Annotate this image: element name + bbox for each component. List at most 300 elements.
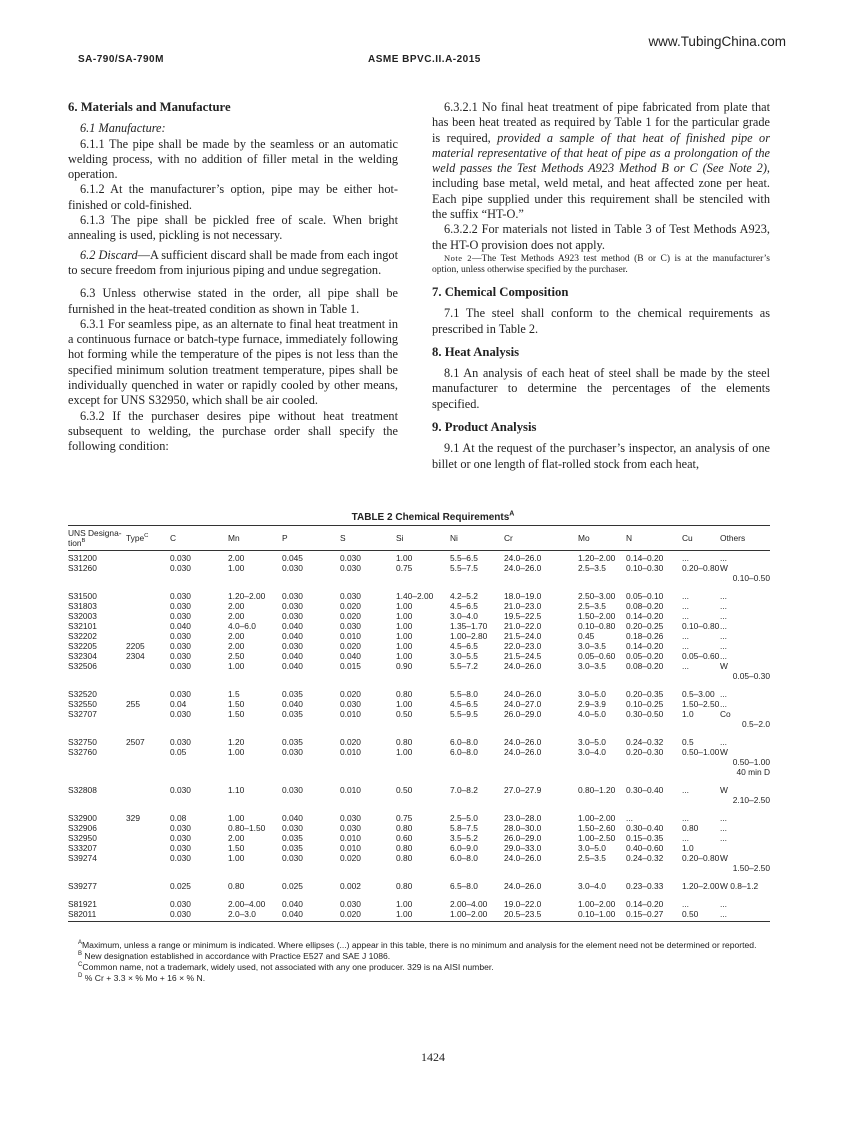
table-cell: 0.05 [170,747,187,757]
table-cell [504,757,578,767]
table-cell: S32900 [68,813,97,823]
table-cell [228,573,282,583]
table-cell: 23.0–28.0 [504,813,542,823]
table-cell: 1.00–2.80 [450,631,488,641]
table-cell: 5.5–7.5 [450,563,478,573]
table-cell: 4.2–5.2 [450,591,478,601]
table-row [68,909,770,922]
table-cell: 0.24–0.32 [626,853,664,863]
table-cell: 2.00–4.00 [228,899,266,909]
table-cell: 1.00 [396,631,413,641]
table-cell: 0.030 [282,563,303,573]
table-cell: ... [682,899,689,909]
table-cell [126,719,170,729]
table-cell: ... [682,785,689,795]
table-cell: 0.030 [170,661,191,671]
table-row [68,573,770,583]
table-cell: 0.020 [340,853,361,863]
table-cell [626,795,682,805]
table-cell: 1.40–2.00 [396,591,434,601]
table-cell: 20.5–23.5 [504,909,542,919]
table-row [68,651,770,661]
table-cell: 0.10–0.30 [626,563,664,573]
table-cell: 0.010 [340,631,361,641]
col-header-uns: UNS Designa-tion$^B$ [68,528,122,548]
col-header-type: Type$^C$ [126,533,149,543]
table-cell: 1.10 [228,785,245,795]
table-cell [396,719,450,729]
table-cell: 0.030 [170,611,191,621]
table-cell [228,719,282,729]
table-cell [170,671,228,681]
table-cell: 0.035 [282,709,303,719]
table-cell: 0.040 [170,621,191,631]
para-6-3-2-2: 6.3.2.2 For materials not listed in Table 3 of Test Methods A923, the HT-O provision does not apply. [432,222,770,252]
table-cell: 0.5–2.0 [742,719,770,729]
para-6-1-3: 6.1.3 The pipe shall be pickled free of scale. When bright annealing is used, pickling is not necessary. [68,213,398,243]
table-cell: 0.50–1.00 [682,747,720,757]
col-header-cr: Cr [504,533,513,543]
table-cell: 0.030 [170,631,191,641]
table-cell: 3.0–4.0 [578,881,606,891]
table-cell: 0.030 [170,785,191,795]
table-cell: 0.14–0.20 [626,641,664,651]
table-cell: ... [682,601,689,611]
table-cell: 0.10–1.00 [578,909,616,919]
table-cell: 3.0–3.5 [578,661,606,671]
table-cell: 0.030 [340,591,361,601]
col-header-c: C [170,533,177,543]
table-cell: 1.50 [228,843,245,853]
table-cell [340,671,396,681]
table-cell: 24.0–26.0 [504,563,542,573]
table-cell [126,621,170,631]
table-cell: 0.030 [340,899,361,909]
table-cell [682,719,720,729]
group-spacer [68,729,770,737]
table-cell: 0.80 [396,689,413,699]
table-cell: 0.10–0.80 [578,621,616,631]
table-cell: 2.5–3.5 [578,853,606,863]
table-cell: 2.00 [228,833,245,843]
table-cell: 0.030 [282,591,303,601]
table-cell: W 0.8–1.2 [720,881,759,891]
table-row [68,795,770,805]
table-cell: 24.0–26.0 [504,689,542,699]
table-cell [340,719,396,729]
table-cell: 1.00–2.00 [578,899,616,909]
table-cell: 0.020 [340,689,361,699]
table-cell: 6.0–8.0 [450,747,478,757]
table-row [68,709,770,719]
table-cell [578,795,626,805]
group-spacer [68,805,770,813]
table-cell: 40 min D [736,767,770,777]
table-cell [228,863,282,873]
table-cell: 0.75 [396,813,413,823]
table-cell [126,823,170,833]
table-cell [282,863,340,873]
table-cell: S32760 [68,747,97,757]
table-cell: S32750 [68,737,97,747]
table-cell: 6.0–9.0 [450,843,478,853]
table-cell: 0.20–0.30 [626,747,664,757]
table-cell: 0.030 [170,833,191,843]
table-cell: 24.0–26.0 [504,553,542,563]
table-cell: 7.0–8.2 [450,785,478,795]
table-cell: 2.10–2.50 [732,795,770,805]
table-cell: 0.23–0.33 [626,881,664,891]
table-cell: W [720,785,728,795]
table-cell: S81921 [68,899,97,909]
table-cell: 5.5–6.5 [450,553,478,563]
table-cell [126,757,170,767]
table-cell: 0.030 [282,641,303,651]
table-cell: 1.00 [228,563,245,573]
table-cell: 0.040 [282,631,303,641]
table-title: TABLE 2 Chemical Requirements$^A$ [351,510,515,523]
table-cell: 0.30–0.40 [626,823,664,833]
table-cell [170,719,228,729]
table-cell: 0.010 [340,747,361,757]
table-cell: S33207 [68,843,97,853]
table-cell: 4.5–6.5 [450,641,478,651]
table-cell: 0.5–3.00 [682,689,715,699]
table-cell: 0.030 [282,853,303,863]
table-cell: ... [626,813,633,823]
table-cell [578,767,626,777]
table-cell: 2304 [126,651,145,661]
table-cell [504,719,578,729]
table-cell: 21.0–23.0 [504,601,542,611]
table-cell: 5.8–7.5 [450,823,478,833]
table-row [68,757,770,767]
table-cell: 0.50 [682,909,699,919]
col-header-others: Others [720,533,746,543]
table-cell: 1.20 [228,737,245,747]
table-cell: S32550 [68,699,97,709]
section-6-title: 6. Materials and Manufacture [68,100,231,114]
section-8-title: 8. Heat Analysis [432,344,520,359]
table-cell [396,671,450,681]
table-cell: 24.0–27.0 [504,699,542,709]
table-cell: 0.035 [282,843,303,853]
table-cell: 0.30–0.50 [626,709,664,719]
table-cell [126,601,170,611]
table-cell: 24.0–26.0 [504,747,542,757]
table-cell: 1.00 [396,553,413,563]
col-header-s: S [340,533,346,543]
para-6-3: 6.3 Unless otherwise stated in the order, all pipe shall be furnished in the heat-treated condition as shown in Table 1. [68,286,398,316]
table-cell [626,767,682,777]
table-cell: 0.20–0.35 [626,689,664,699]
table-cell: 0.040 [282,899,303,909]
table-cell: 2.0–3.0 [228,909,256,919]
table-cell [720,843,770,853]
col-header-si: Si [396,533,404,543]
table-cell [282,767,340,777]
table-cell: ... [720,699,727,709]
table-cell: 0.030 [170,823,191,833]
table-cell: 24.0–26.0 [504,881,542,891]
table-cell: 0.020 [340,737,361,747]
table-row [68,719,770,729]
table-cell: ... [682,611,689,621]
group-spacer [68,681,770,689]
table-cell: 0.05–0.60 [578,651,616,661]
table-cell: 255 [126,699,140,709]
table-cell [682,757,720,767]
table-cell: ... [720,611,727,621]
table-cell: S32205 [68,641,97,651]
table-cell: 0.50 [396,709,413,719]
table-cell [170,757,228,767]
para-6-3-2-1: 6.3.2.1 No final heat treatment of pipe fabricated from plate that has been heat treated as required by Table 1 for the particular grade is required, provided a sample of that heat of finished pipe or material representative of that heat of pipe as a prolongation of the weld passes the Test Methods A923 Method B or C (See Note 2), including base metal, weld metal, and heat affected zone per heat. Each pipe supplied under this requirement shall be stenciled with the suffix “HT-O.” [432,100,770,222]
table-cell: 1.00–2.00 [578,813,616,823]
table-cell: W [720,661,728,671]
table-cell: 3.0–5.0 [578,843,606,853]
table-cell: 2.00 [228,553,245,563]
table-cell: ... [682,641,689,651]
table-cell: 0.010 [340,843,361,853]
table-cell: 0.24–0.32 [626,737,664,747]
table-cell [126,573,170,583]
table-cell: 5.5–7.2 [450,661,478,671]
table-cell: ... [682,833,689,843]
table-cell: 0.040 [282,651,303,661]
table-cell: 0.020 [340,909,361,919]
table-cell [626,573,682,583]
table-cell: 1.00 [396,699,413,709]
table-cell: 0.80 [396,823,413,833]
table-cell: ... [720,621,727,631]
table-cell: 2205 [126,641,145,651]
table-cell: 0.030 [170,737,191,747]
table-cell: 0.04 [170,699,187,709]
table-cell: 0.40–0.60 [626,843,664,853]
table-cell: 0.80 [396,881,413,891]
table-cell: 0.18–0.26 [626,631,664,641]
table-cell: ... [720,591,727,601]
table-cell [340,573,396,583]
table-cell: 21.5–24.5 [504,651,542,661]
table-cell: 1.50–2.50 [682,699,720,709]
table-row [68,641,770,651]
table-row [68,767,770,777]
table-cell: 0.10–0.25 [626,699,664,709]
table-body [68,551,770,922]
table-cell: 2.00 [228,641,245,651]
table-cell: 24.0–26.0 [504,737,542,747]
table-cell: 2.5–5.0 [450,813,478,823]
table-cell: 0.025 [282,881,303,891]
table-cell [504,863,578,873]
table-cell [68,757,126,767]
table-cell: S32950 [68,833,97,843]
table-cell [682,767,720,777]
footnote: $^B$ New designation established in accordance with Practice E527 and SAE J 1086. [78,951,391,961]
table-cell [126,671,170,681]
table-cell: 0.14–0.20 [626,553,664,563]
table-cell [450,719,504,729]
table-cell [282,795,340,805]
table-cell: 1.00 [396,651,413,661]
table-cell: 0.05–0.20 [626,651,664,661]
table-cell: 21.5–24.0 [504,631,542,641]
table-cell: 6.0–8.0 [450,853,478,863]
table-cell: 0.020 [340,611,361,621]
page-number: 1424 [421,1050,445,1064]
table-cell [126,689,170,699]
table-cell: 0.040 [340,651,361,661]
table-cell [126,747,170,757]
table-cell: 5.5–9.5 [450,709,478,719]
table-cell [396,757,450,767]
table-cell: 1.20–2.00 [578,553,616,563]
table-cell: 22.0–23.0 [504,641,542,651]
section-9-title: 9. Product Analysis [432,420,537,435]
table-cell [396,863,450,873]
table-cell: 0.80 [396,843,413,853]
table-cell: ... [720,833,727,843]
table-cell: 0.030 [340,563,361,573]
table-cell: 28.0–30.0 [504,823,542,833]
chemical-requirements-table [68,525,770,922]
para-6-1-1: 6.1.1 The pipe shall be made by the seamless or an automatic welding process, with no addition of filler metal in the welding operation. [68,136,398,182]
table-cell: 0.010 [340,833,361,843]
table-cell: 0.030 [340,813,361,823]
table-cell: 1.50–2.50 [732,863,770,873]
table-cell: 0.030 [170,641,191,651]
table-cell [126,591,170,601]
table-cell: 3.0–4.0 [450,611,478,621]
table-cell [126,881,170,891]
table-cell: 0.20–0.80 [682,563,720,573]
table-row [68,551,770,564]
table-cell: 1.00 [396,641,413,651]
table-cell: 27.0–27.9 [504,785,542,795]
table-cell [682,671,720,681]
table-cell: 4.0–5.0 [578,709,606,719]
table-cell [126,551,170,564]
table-cell: 329 [126,813,140,823]
table-cell: 0.10–0.50 [732,573,770,583]
table-cell [282,719,340,729]
table-row [68,689,770,699]
table-cell: 2.00 [228,611,245,621]
table-cell: 1.50 [228,709,245,719]
table-cell [126,899,170,909]
table-cell: 2.00–4.00 [450,899,488,909]
table-cell: 0.030 [340,553,361,563]
table-row [68,631,770,641]
table-cell [68,795,126,805]
col-header-cu: Cu [682,533,693,543]
table-cell: S32304 [68,651,97,661]
table-cell: ... [720,651,727,661]
table-cell: 0.030 [340,621,361,631]
table-cell: 0.15–0.35 [626,833,664,843]
table-cell: Co [720,709,731,719]
table-cell: ... [682,553,689,563]
table-cell: 0.015 [340,661,361,671]
table-cell: 0.010 [340,709,361,719]
table-cell: 0.5 [682,737,694,747]
table-cell: S39274 [68,853,97,863]
group-spacer [68,873,770,881]
table-cell: 0.75 [396,563,413,573]
table-cell: 0.14–0.20 [626,611,664,621]
table-cell [626,671,682,681]
para-9-1: 9.1 At the request of the purchaser’s inspector, an analysis of one billet or one length of flat-rolled stock from each heat, [432,441,770,471]
table-cell: 2.50 [228,651,245,661]
table-cell [626,719,682,729]
table-cell: 6.5–8.0 [450,881,478,891]
table-cell: 0.80–1.20 [578,785,616,795]
table-cell [68,573,126,583]
table-cell: 0.040 [282,813,303,823]
para-6-2: 6.2 Discard—A sufficient discard shall be made from each ingot to secure freedom from injurious piping and undue segregation. [68,247,398,277]
table-cell: 0.030 [282,747,303,757]
table-cell: S32808 [68,785,97,795]
table-cell: 0.020 [340,641,361,651]
table-footnotes [68,940,772,984]
table-cell: 0.030 [170,909,191,919]
table-cell: 2.5–3.5 [578,563,606,573]
table-cell: 3.0–3.5 [578,641,606,651]
table-row [68,661,770,671]
table-cell [578,573,626,583]
col-header-n: N [626,533,633,543]
table-cell [228,795,282,805]
table-cell [282,573,340,583]
table-cell: 4.5–6.5 [450,699,478,709]
running-header-code: ASME BPVC.II.A-2015 [368,54,481,65]
table-cell: 0.30–0.40 [626,785,664,795]
table-cell: 1.00–2.00 [450,909,488,919]
table-cell [626,757,682,767]
table-row [68,785,770,795]
table-cell: 1.00–2.50 [578,833,616,843]
table-cell [504,795,578,805]
table-cell: 1.00 [228,813,245,823]
table-row [68,699,770,709]
table-row [68,601,770,611]
table-cell [126,853,170,863]
table-cell [340,767,396,777]
table-cell: S32003 [68,611,97,621]
table-cell [170,863,228,873]
group-spacer [68,777,770,785]
table-cell: 0.60 [396,833,413,843]
table-cell [578,757,626,767]
table-cell [682,573,720,583]
table-cell: 1.20–2.00 [682,881,720,891]
table-cell: 0.50–1.00 [732,757,770,767]
table-row [68,737,770,747]
table-cell [682,795,720,805]
table-cell: 18.0–19.0 [504,591,542,601]
table-cell: 29.0–33.0 [504,843,542,853]
table-cell: 1.00 [228,853,245,863]
table-cell: 0.030 [170,843,191,853]
table-cell: 2.9–3.9 [578,699,606,709]
para-6-3-1: 6.3.1 For seamless pipe, as an alternate to final heat treatment in a continuous furnace or batch-type furnace, immediately following hot forming while the temperature of the pipes is not less than the specified minimum solution treatment temperature, pipes shall be individually quenched in water or rapidly cooled by other means, except for UNS S32950, which shall be air cooled. [68,316,398,408]
table-cell: 0.05–0.10 [626,591,664,601]
table-cell: S32202 [68,631,97,641]
table-cell: 0.50 [396,785,413,795]
table-cell: 3.0–4.0 [578,747,606,757]
